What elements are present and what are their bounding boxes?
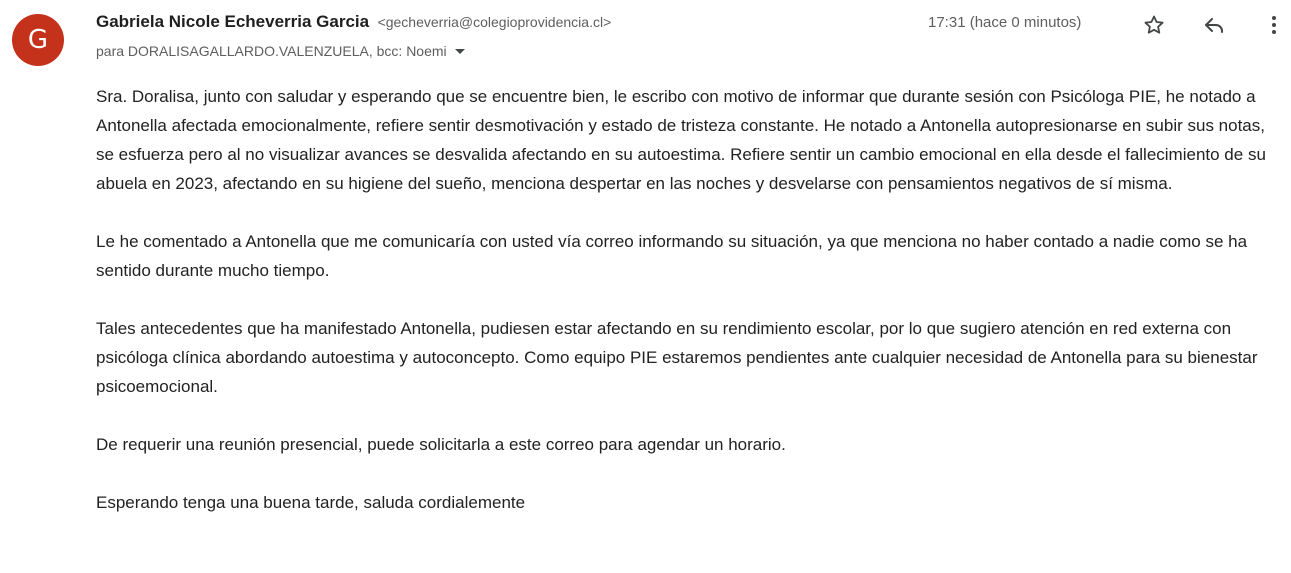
show-details-caret-icon[interactable] bbox=[455, 49, 465, 54]
star-button[interactable] bbox=[1139, 10, 1169, 40]
recipients-line bbox=[96, 43, 465, 59]
reply-arrow-icon bbox=[1202, 13, 1226, 37]
sender-email: <gecheverria@colegioprovidencia.cl> bbox=[377, 14, 612, 30]
sender-name[interactable]: Gabriela Nicole Echeverria Garcia bbox=[96, 12, 370, 31]
body-paragraph: Le he comentado a Antonella que me comunicaría con usted vía correo informando su situación, ya que menciona no haber contado a nadie como se ha sentido durante mucho tiempo. bbox=[96, 232, 1248, 280]
avatar-letter: G bbox=[27, 25, 49, 55]
message-body bbox=[96, 82, 1286, 546]
star-outline-icon bbox=[1142, 13, 1166, 37]
more-options-button[interactable] bbox=[1259, 10, 1289, 40]
message-timestamp: 17:31 (hace 0 minutos) bbox=[928, 14, 1082, 31]
message-header bbox=[96, 10, 1291, 70]
sender-line bbox=[96, 12, 611, 32]
body-paragraph: Tales antecedentes que ha manifestado Antonella, pudiesen estar afectando en su rendimiento escolar, por lo que sugiero atención en red externa con psicóloga clínica abordando autoestima y autoconcepto. Como equipo PIE estaremos pendientes ante cualquier necesidad de Antonella para su bienestar psicoemocional. bbox=[96, 319, 1258, 396]
reply-button[interactable] bbox=[1199, 10, 1229, 40]
body-paragraph: De requerir una reunión presencial, puede solicitarla a este correo para agendar un horario. bbox=[96, 435, 786, 454]
recipients-text: para DORALISAGALLARDO.VALENZUELA, bcc: Noemi bbox=[96, 43, 447, 59]
sender-avatar[interactable] bbox=[12, 14, 64, 66]
body-paragraph: Sra. Doralisa, junto con saludar y esperando que se encuentre bien, le escribo con motivo de informar que durante sesión con Psicóloga PIE, he notado a Antonella afectada emocionalmente, refiere sentir desmotivación y estado de tristeza constante. He notado a Antonella autopresionarse en subir sus notas, se esfuerza pero al no visualizar avances se desvalida afectando en su autoestima. Refiere sentir un cambio emocional en ella desde el fallecimiento de su abuela en 2023, afectando en su higiene del sueño, menciona despertar en las noches y desvelarse con pensamientos negativos de sí misma. bbox=[96, 87, 1266, 193]
more-vertical-icon bbox=[1262, 13, 1286, 37]
body-paragraph: Esperando tenga una buena tarde, saluda cordialemente bbox=[96, 493, 526, 512]
